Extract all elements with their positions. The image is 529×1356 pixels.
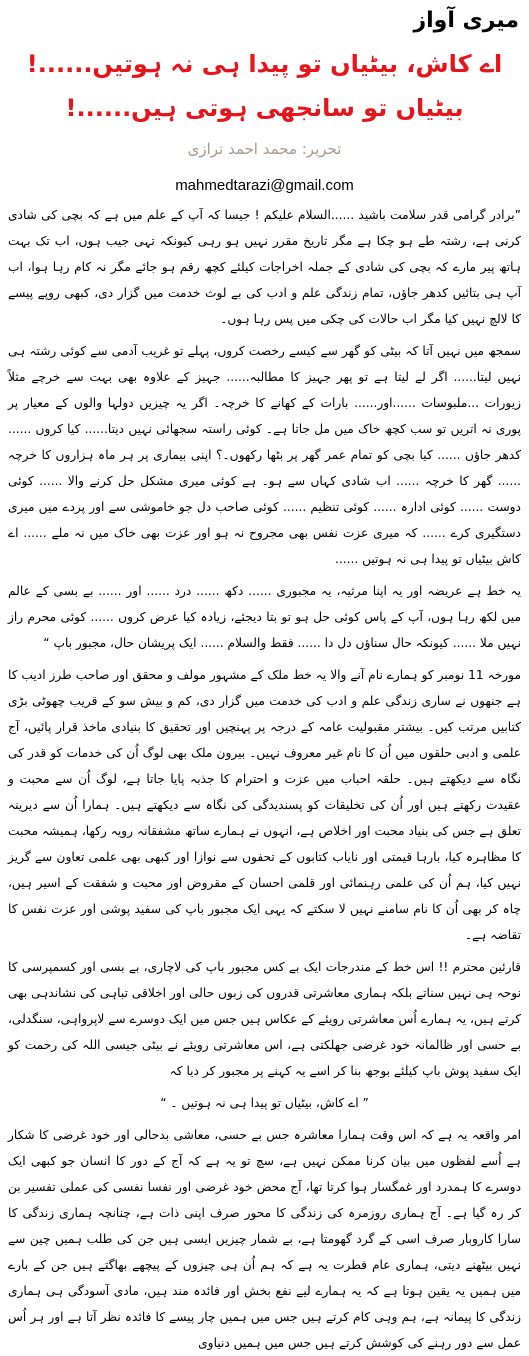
paragraph-about-author: مورخہ 11 نومبر کو ہمارے نام آنے والا یہ خط ملک کے مشہور مولف و محقق اور صاحب طرز ادیب کا ہے جنھوں نے ساری زندگی علم و ادب کی خدمت میں گزار دی، کم و بیش سو کے قریب چھوٹی بڑی کتابیں مرتب کیں۔ بیشتر مقبولیت عامہ کے درجہ پر پہنچیں اور تحقیق کا بنیادی ماخذ قرار پائیں، آج علمی و ادبی حلقوں میں اُن کا نام غیر معروف نہیں۔ بیرون ملک بھی لوگ اُن کی خدمات کو قدر کی نگاہ سے دیکھتے ہیں۔ حلقہ احباب میں عزت و احترام کا جذبہ پایا جاتا ہے، لوگ اُن سے محبت و عقیدت رکھتے ہیں اور اُن کی تخلیقات کو پسندیدگی کی نگاہ سے دیکھتے ہیں۔ ہمارا اُن سے دیرینہ تعلق ہے جس کی بنیاد محبت اور اخلاص ہے، انہوں نے ہمارے ساتھ مشفقانہ رویہ رکھا، ہمیشہ محبت کا مظاہرہ کیا، بارہا قیمتی اور نایاب کتابوں کے تحفوں سے نوازا اور کبھی بھی علمی تعاون سے گریز نہیں کیا، ہم اُن کی علمی رہنمائی اور قلمی احسان کے مقروض اور محبت و شفقت کے اسیر ہیں، چاہ کر بھی اُن کا نام سامنے نہیں لا سکتے کہ یہی ایک مجبور باپ کی سفید پوشی اور عزت نفس کا تقاضہ ہے۔ [8,668,521,942]
paragraph-letter-middle: سمجھ میں نہیں آتا کہ بیٹی کو گھر سے کیسے رخصت کروں، پہلے تو غریب آدمی سے کوئی رشتہ ہی نہیں لیتا...... اگر لے لیتا ہے تو پھر جہیز کا مطالبہ...... جہیز کے علاوہ بھی بہت سے خرچے مثلاً زیورات ...ملبوسات ......اور...... بارات کے کھانے کا خرچہ۔ اگر یہ چیزیں دولہا والوں کے معیار پر پوری نہ اتریں تو سب کچھ خاک میں مل جاتا ہے۔ کوئی راستہ سجھائی نہیں دیتا...... کیا کروں ...... کدھر جاؤں ...... کیا بچی کو تمام عمر گھر پر بٹھا رکھوں۔؟ اپنی بیماری پر ہر ماہ ہزاروں کا خرچہ ...... گھر کا خرچہ ...... اب شادی کہاں سے ہو۔ ہے کوئی میری مشکل حل کرنے والا ...... کوئی دوست ...... کوئی ادارہ ...... کوئی تنظیم ...... کوئی صاحب دل جو خاموشی سے اور پردے میں میری دستگیری کرے ...... کہ میری عزت نفس بھی مجروح نہ ہو اور عزت بھی خاک میں نہ ملے ...... اے کاش بیٹیاں تو پیدا ہی نہ ہوتیں ...... [8,344,521,566]
headline-line-1: اے کاش، بیٹیاں تو پیدا ہی نہ ہوتیں......! [26,50,503,78]
paragraph-quote: ” اے کاش، بیٹیاں تو پیدا ہی نہ ہوتیں ۔ “ [160,1096,369,1110]
author-email: mahmedtarazi@gmail.com [175,177,354,194]
paragraph-letter-opening: ”برادر گرامی قدر سلامت باشید ......السلام علیکم ! جیسا کہ آپ کے علم میں ہے کہ بچی کی شادی کرنی ہے، رشتہ طے ہو چکا ہے مگر تاریخ مقرر نہیں ہو رہی کیونکہ تہی جیب ہوں، اب تک بہت ہاتھ پیر مارے کہ بچی کی شادی کے جملہ اخراجات کیلئے کچھ رقم ہو جائے مگر نہ کام رہا ہوا، اب آپ ہی بتائیں کدھر جاؤں، تمام زندگی علم و ادب کی بے لوث خدمت میں گزار دی، کبھی روپے پیسے کا لالچ نہیں کیا مگر اب حالات کی چکی میں پس رہا ہوں۔ [8,208,521,326]
article-body [8,202,521,1356]
paragraph-readers: قارئین محترم !! اس خط کے مندرجات ایک بے کس مجبور باپ کی لاچاری، بے بسی اور کسمپرسی کا نوحہ ہی نہیں سناتے بلکہ ہماری معاشرتی قدروں کی زبوں حالی اور اخلاقی تباہی کی نشاندہی بھی کرتے ہیں، یہ ہمارے اُس معاشرتی رویئے کے عکاس ہیں جس میں ایک دوسرے سے لاپرواہی، سنگدلی، بے حسی اور ظالمانہ خود غرضی جھلکتی ہے، اس معاشرتی رویئے نے بیٹی جیسی اللہ کی رحمت کو ایک سفید پوش باپ کیلئے بوجھ بنا کر اسے یہ کہنے پر مجبور کر دیا کہ [8,960,521,1078]
byline: تحریر: محمد احمد ترازی [187,140,342,158]
paragraph-society: امر واقعہ یہ ہے کہ اس وقت ہمارا معاشرہ جس بے حسی، معاشی بدحالی اور خود غرضی کا شکار ہے اُسے لفظوں میں بیان کرنا ممکن نہیں ہے، سچ تو یہ ہے کہ آج کے دور کا انسان جو کبھی ایک دوسرے کا ہمدرد اور غمگسار ہوا کرتا تھا، آج محض خود غرضی اور نفسا نفسی کی عملی تفسیر بن کر رہ گیا ہے۔ آج ہماری روزمرہ کی زندگی کا محور صرف اپنی ذات ہے، چنانچہ ہماری زندگی کا سارا کاروبار صرف اسی کے گرد گھومتا ہے، بے شمار چیزیں ایسی ہیں جن کی طلب ہمیں چین سے نہیں بیٹھنے دیتی، ہماری عام فطرت یہ ہے کہ ہم اُن ہی چیزوں کے پیچھے بھاگتے ہیں جن کے بارے میں ہمیں یہ یقین ہوتا ہے کہ یہ ہمارے لیے نفع بخش اور فائدہ مند ہیں، مادی آسودگی ہی ہماری زندگی کا پیمانہ ہے، ہم وہی کام کرتے ہیں جس میں ہمیں چار پیسے کا فائدہ نظر آتا ہے اور ہر اُس عمل سے دور رہنے کی کوشش کرتے ہیں جس میں ہمیں دنیاوی [8,1128,521,1350]
headline-line-2: بیٹیاں تو سانجھی ہوتی ہیں......! [65,94,464,122]
column-title: میری آواز [413,8,519,33]
paragraph-letter-closing: یہ خط ہے عریضہ اور یہ اپنا مرثیہ، یہ مجبوری ...... دکھ ...... درد ...... اور ...... بے بسی کے عالم میں لکھ رہا ہوں، آپ کے پاس کوئی حل ہو تو بتا دیجئے، زیادہ کیا عرض کروں ...... کوئی محرم راز نہیں ملا ...... کیونکہ حال سناؤں دل دا ...... فقط والسلام ...... ایک پریشان حال، مجبور باپ “ [8,584,521,650]
